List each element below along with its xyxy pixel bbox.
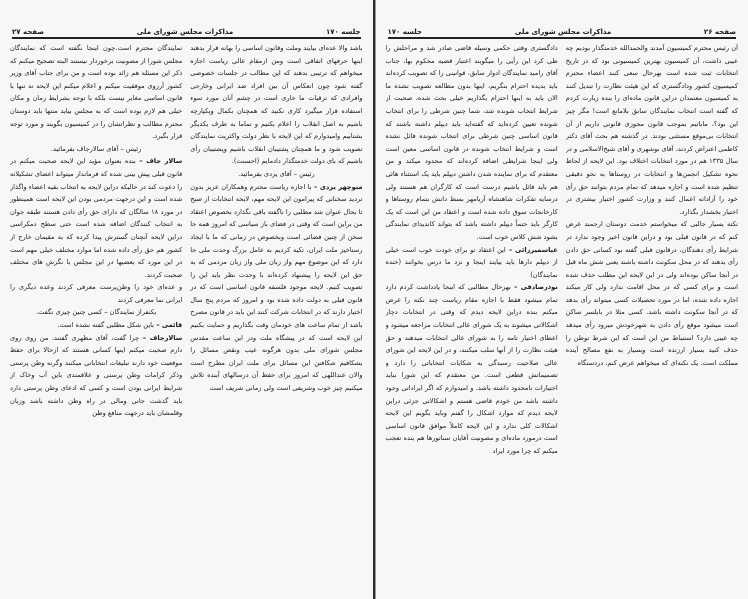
speech-text: بهرحال مطالبی که اینجا یادداشت کردم دارد تمام میشود فقط با اجازه مقام ریاست چند نکته را عرض میکنم بنده دراین لایحه دیدم که وقتی در انتخابات دچار اشکالاتی میشوند به یک شورای عالی انتخابات مراجعه میشود و اعطای اختیار تامه را به شورای عالی انتخابات میدهند و حق هیئت نظارت را از آنها سلب میکنند، و در این لایحه این شورای عالی صلاحیت رسیدگی به شکایات انتخاباتی را دارد و تصمیماتش قطعی است. من معتقدم که این شورا نباید اختیارات نامحدود داشته باشد. و امیدوارم که اگر ایراداتی وجود داشته باشد من خودم قاضی هستم و اشکالاتی جزئی دراین لایحه دیدم که موارد اشکال را گفتم وباید بگویم این لایحه اشکالات کلی ندارد و این لایحه کاملاً موافق قانون اساسی است درمورد ماده‌ای و مصونیت آقایان سناتورها هم بنده تعجب میکنم که چرا مورد ایراد bbox=[385, 283, 558, 455]
speech-paragraph bbox=[10, 332, 182, 420]
speech-paragraph bbox=[10, 155, 182, 281]
text-column bbox=[566, 42, 738, 579]
chair-remark: رئیس – آقای سالارجاف بفرمائید. bbox=[50, 144, 142, 153]
right-page-header bbox=[388, 24, 737, 39]
body-paragraph: و عده‌ای خود را وطن‌پرست معرفی کردند وعده دیگری را ایرانی نما معرفی کردند bbox=[10, 283, 183, 304]
running-title: مذاکرات مجلس شورای ملی bbox=[136, 28, 234, 36]
session-label: جلسه ۱۷۰ bbox=[325, 28, 361, 36]
speech-paragraph bbox=[190, 181, 362, 395]
session-label: جلسه ۱۷۰ bbox=[387, 28, 423, 36]
text-column bbox=[190, 42, 362, 579]
speech-paragraph bbox=[386, 281, 558, 457]
speech-text: بنده بعنوان مؤید این لایحه صحبت میکنم در قانون قبلی پیش بینی شده که فرماندار میتواند اعضای تشکیلاته را دعوت کند در حالیکه دراین لایحه به انتخاب بقیه اعضاء واگذار شده است و این درجهت مردمی بودن این لایحه است همینطور در مورد ۱۸ سالگان که دارای حق رأی دادن هستند طبقه جوان به انتخاب کنندگان اضافه شده است حتی سطح دمکراسی دراین لایحه آنچنان گسترش پیدا کرده که به مقیمان خارج از کشور هم حق رأی داده شده اما موارد مختلف خیلی مهم است در این مورد که بعضیها در این مجلس با نگرش های مختلف صحبت کردند. bbox=[10, 157, 183, 279]
text-column bbox=[10, 42, 182, 579]
speaker-name: منوچهر یزدی – bbox=[311, 182, 363, 191]
speaker-name: سالار جاف – bbox=[135, 157, 183, 166]
left-page-header bbox=[12, 24, 361, 39]
page-number: صفحه ۲۷ bbox=[12, 28, 45, 36]
running-title: مذاکرات مجلس شورای ملی bbox=[514, 28, 612, 36]
right-page-columns bbox=[386, 42, 739, 579]
speech-text: چرا گفت، آقای مظهری گفتند، من روی روی دارم صحبت میکنم اینها کسانی هستند که ازحالا برای حفظ موقعیت خود دارند تبلیغات انتخاباتی میکنند وگرنه وطن پرستی وذکر کرامات وطن پرستی و علاقمندی باین آب وخاک از شرایط ایرانی بودن است و کسی که ادعای وطن پرستی دارد باید گذشت جانی ومالی در راه وطن داشته باشد وزبان وقلمشان باید درجهت منافع وطن bbox=[10, 333, 183, 418]
speech-paragraph bbox=[10, 319, 182, 332]
left-page-columns bbox=[10, 42, 363, 579]
chair-remark: رئیس – آقای یزدی بفرمائید. bbox=[238, 169, 315, 178]
speaker-name: عباسمیرزائی – bbox=[505, 245, 558, 254]
body-paragraph: نمایندگان محترم است.چون اینجا نگفته است که نمایندگان مجلس شورا از مصونیت برخوردار نیستند البته تصحیح میکنم که ذکر این مسئله هم زائد بوده است و من برای جناب آقای وزیر کشور آرزوی موفقیت میکنم و اعلام میکنم این لایحه نه تنها با قانون اساسی مغایر نیست بلکه با توجه بشرایط زمان و مکان خیلی هم لازم بوده است که به مجلس بیاید منتها باید دوستان محترم مطالب و نظراتشان را در کمیسیون بگویند و مورد توجه قرار بگیرد. bbox=[10, 44, 183, 141]
speech-paragraph bbox=[386, 244, 558, 282]
right-page bbox=[375, 0, 748, 599]
body-paragraph: آن رئیس محترم کمیسیون آمدند والحمدالله خدمتگذار بودیم چه عیبی داشت، آن کمیسیون بهترین کمیسیونی بود که در تاریخ انتخابات ثبت شده است بهرحال سعی کنند اعضاء محترم کمیسیون کشور ودادگستری که این هیئت نظارت را تبدیل کنند به کمیسیون معتمدان دراین قانون ماده‌ای را بنده زیارت کردم که گفته است انتخاب نمایندگان سابق بلامانع است! مگر چیز این بود؟، ماباتیم بموجب قانون مجوزی قانونی داریم از آن انتخابات بی‌موقع مستثنی بودند. در گذشته هم بحث آقای دکتر کاظمی اعتراض کردند، آقای بوشهری و آقای شیخ‌الاسلامی و در سال ۱۳۳۵ هم در مورد انتخابات اختلاف بود. این لایحه از لحاظ نحوه تشکیل انجمن‌ها و انتخابات در روستاها به نحو دقیقی تنظیم شده است و اجازه میدهد که تمام مردم بتوانند حق رأی خود را آزادانه اعمال کنند و وزارت کشور اختیار بیشتری در اختیار بخشدار بگذارد. bbox=[565, 44, 738, 216]
speaker-name: قائمی – bbox=[154, 321, 183, 330]
speech-text: این اعتقاد تو برای خودت خوب است خیلی از دیپلم دارها باید بیایند اینجا و نزد ما درس بخوانند (خنده نمایندگان) bbox=[385, 245, 558, 279]
page-number: صفحه ۲۶ bbox=[703, 28, 736, 36]
body-paragraph: دادگستری وقتی حکمی وسیله قاضی صادر شد و مراحلش را طی کرد این رأیی را میگویند اعتبار قضیه محکوم بها، جناب آقای رامبد نمایندگان ادوار سابق، قوانینی را که تصویب کرده‌اند باید بدیده احترام بنگریم، اینها بدون مطالعه تصویب نشده ما الان باید به اینها احترام بگذاریم خیلی بحث شده، صحبت از شرایط انتخاب شونده شد، شما چنین شرطی را برای انتخاب شونده تعیین کرده‌اید که گفته‌اید باید دیپلم داشته باشند که قانون اساسی چنین شرطی برای انتخاب شونده قائل نشده است و شرایط انتخاب شونده در قانون اساسی معین است ولی اینجا شرایطی اضافه کرده‌اند که محدود میکند و من معتقدم که برای نماینده شدن داشتن دیپلم باید یک استثناء هائی هم باید قائل باشیم درست است که کارگران هم هستند ولی درسایه تفکرات شاهنشاه آریامهر بسط دانش بتمام روستاها و کارخانجات سوق داده شده است و اعتقاد من این است که یک کارگر باید حتماً دیپلم داشته باشد که بتواند کاندیدای نمایندگی بشود شش کلاس خوب است. bbox=[385, 44, 558, 241]
body-paragraph: نکته بسیار جالبی که میخواستم خدمت دوستان ارجمند عرض کنم که در قانون قبلی بود و دراین قانون اخیر وجود ندارد در شرایط رأی دهندگان، درقانون قبلی گفته بود کسانی حق دادن رأی بدهند که در محل سکونت داشته باشند یعنی شش ماه قبل در آنجا ساکن بوده‌اند ولی در این لایحه این مطلب حذف شده است و برای کسی که در محل اقامت ندارد ولی کار میکند اجازه داده شده، اما در مورد تحصیلات کسی میتواند رأی بدهد که در آنجا سکونت داشته باشد. کسی مثلا در بابلسر ساکن است میشود موقع رأی دادن به شهرخودش میرود رأی میدهد چه عیبی دارد؟ استنباط من این است که این شرط توطن را حذف کنید بسیار ارزنده است وبسیار به نفع مصالح آینده مملکت است. یک نکته‌ای که میخواهم عرض کنم، دردستگاه bbox=[565, 220, 738, 367]
text-column bbox=[386, 42, 558, 579]
speech-text: با اجازه ریاست محترم وهمکاران عزیز بدون تردید سخنانی که پیرامون این لایحه مهم، لایحه انتخابات از صبح تا بحال عنوان شد مطلبی را ناگفته باقی نگذارد بخصوص اعتقاد من براین است که وقتی در فضای باز سیاسی که امروز همه جا سخن از چنین فضائی است وبخصوص در زمانی که ما با ایجاد رستاخیز ملت ایران، تکیه کردیم به عامل بزرگ وحدت ملی جا دارد که این موضوع مهم واز زبان ملی واز زبان مردمی که به حق این لایحه را پیشنهاد کرده‌اند با وحدت نظر باید این را تصویب کنیم. لایحه موجود فلسفه قانون اساسی است که در قانون قبلی به دولت داده شده بود و امروز که مردم پنج سال اختیار دارند که در انتخابات شرکت کنند این باید در قانون مصرح باشد از تمام ساعت های خودمان وقت بگذاریم و حمایت بکنیم این لایحه است که در پیشگاه ملت ودر این ساعت مقدس مجلس شورای ملی بدون هرگونه عیب ونقص مسائل را بشکافیم شکافتن این مسائل برای ملت ایران مطرح است والان عنداللهی که امروز برای حفظ آن درسالهای آینده تلاش میکنیم چیز خوب وشریفی است ولی زمانی شریف است bbox=[190, 182, 363, 393]
chair-remark: یکنفراز نمایندگان – کسی چنین چیزی نگفت. bbox=[36, 308, 157, 317]
speaker-name: سالارجاف – bbox=[139, 333, 183, 342]
speech-text: باین شکل مطلبی گفته نشده است. bbox=[57, 321, 154, 330]
body-paragraph: باشد والا عده‌ای بیایند وملت وقانون اساسی را بهانه قرار بدهند اینها حرفهای اتفاقی است ومن ازمقام عالی ریاست اجازه میخواهم که ترتیبی بدهند که این مطالب در جلسات خصوصی گفته شود چون انعکاس آن بین افراد ضد ایرانی وخارجی وافرادی که ترقیات ما خاری است در چشم آنان مورد سوء استفاده قرار میگیرد کاری نکنید که همچنان بکمال ویکپارچه باشیم به اصل انقلاب را اعلام بکنیم و تماما به طرف یکدیگر بشتابیم وامیدوارم که این لایحه با نظر دولت واکثریت نمایندگان تصویب شود و ما همچنان پشتیبان انقلاب باشیم وپشتیبان رأی باشیم که بای دولت خدمتگذار دادمایم (احسنت). bbox=[190, 44, 363, 166]
speaker-name: نوذرصادقی – bbox=[510, 283, 558, 292]
